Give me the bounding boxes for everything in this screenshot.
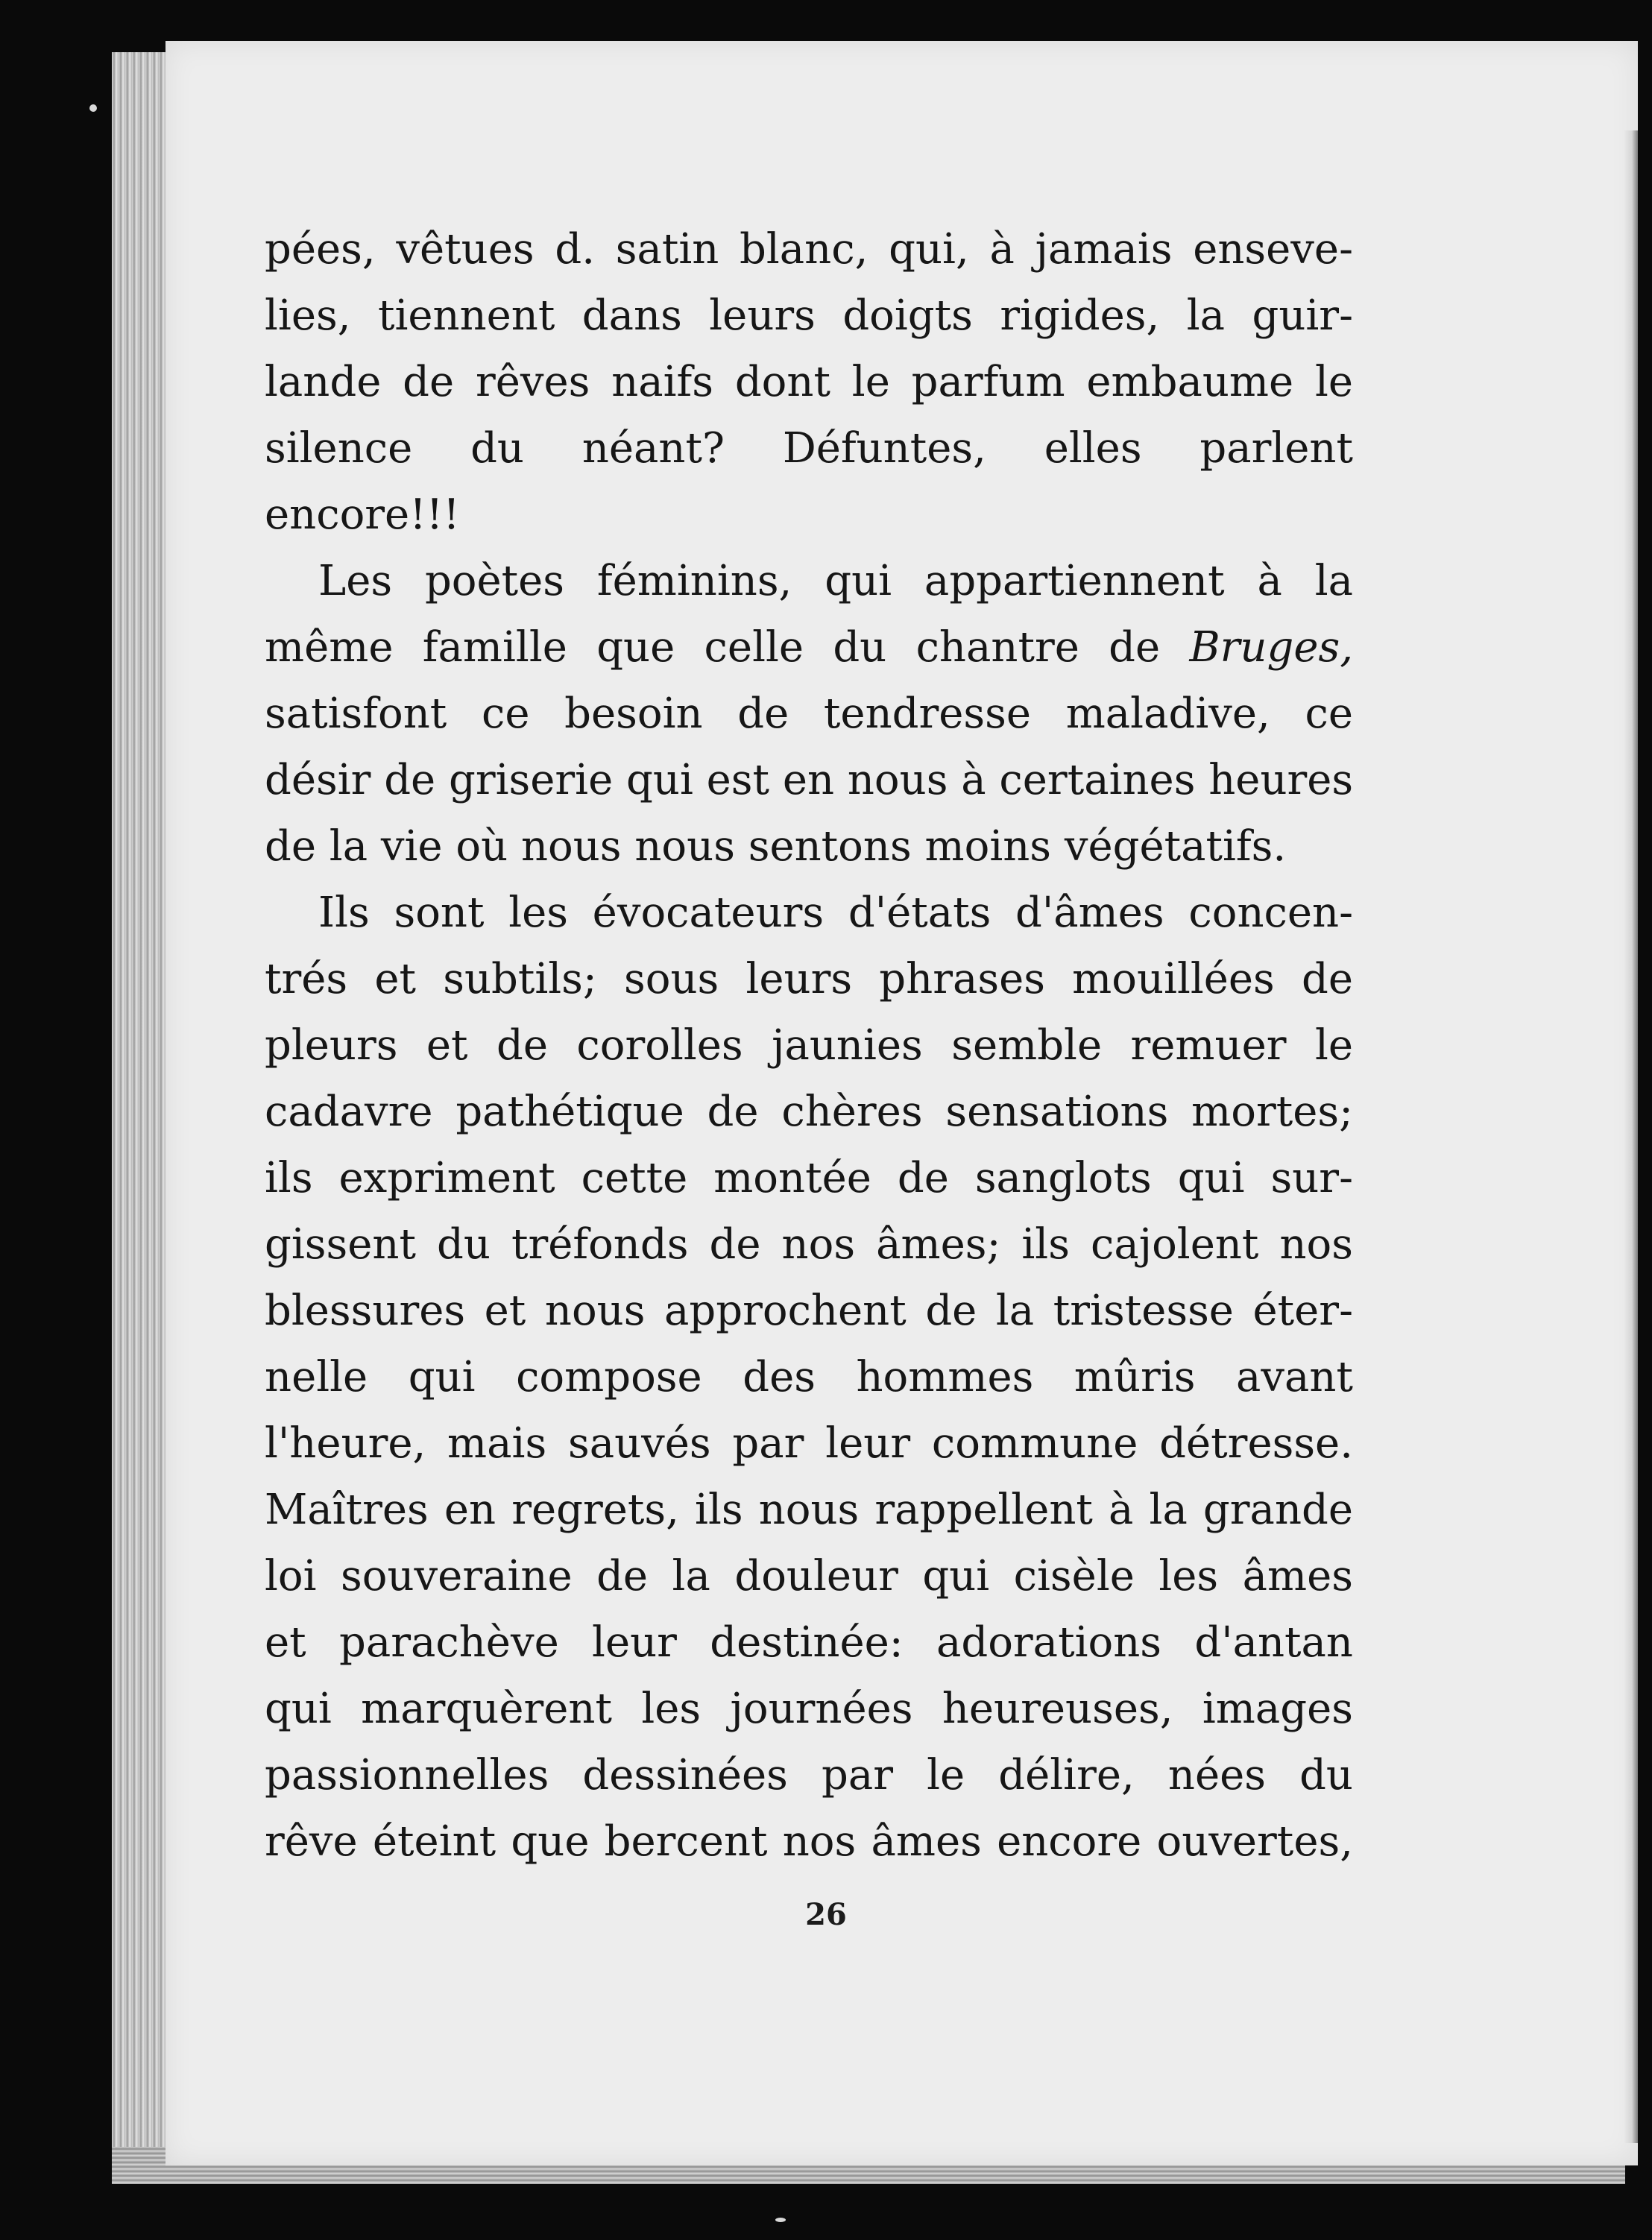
text-fragment: même famille que celle du chantre de [265,623,1190,672]
text-line: Les poètes féminins, qui appartiennent à la [318,557,1353,605]
text-line: passionnelles dessinées par le délire, nées du [265,1751,1353,1799]
text-line: pleurs et de corolles jaunies semble remuer le [265,1021,1353,1070]
text-line: blessures et nous approchent de la tristesse éter- [265,1287,1353,1335]
paragraph-2 [265,548,1353,880]
text-line: gissent du tréfonds de nos âmes; ils cajolent nos [265,1220,1353,1269]
text-line: de la vie où nous nous sentons moins végétatifs. [265,822,1287,871]
dust-speck [775,2218,786,2222]
text-line: Ils sont les évocateurs d'états d'âmes concen- [318,889,1353,937]
text-line: silence du néant? Défuntes, elles parlent [265,424,1353,473]
text-line: pées, vêtues d. satin blanc, qui, à jamais enseve- [265,225,1353,274]
dust-speck [89,104,97,112]
text-line: encore!!! [265,490,460,539]
text-line: Maîtres en regrets, ils nous rappellent à la grande [265,1486,1353,1534]
text-line: l'heure, mais sauvés par leur commune détresse. [265,1419,1353,1468]
text-line: cadavre pathétique de chères sensations mortes; [265,1088,1353,1136]
page-number: 26 [805,1897,847,1932]
paragraph-3 [265,880,1353,1875]
italic-place-name: Bruges, [1189,623,1353,672]
text-line: lande de rêves naifs dont le parfum embaume le [265,358,1353,406]
text-line: qui marquèrent les journées heureuses, images [265,1685,1353,1733]
text-line: désir de griserie qui est en nous à certaines heures [265,756,1354,804]
gutter-shadow [1623,130,1638,2143]
text-line: satisfont ce besoin de tendresse maladive, ce [265,690,1353,738]
text-line: nelle qui compose des hommes mûris avant [265,1353,1353,1401]
text-line: lies, tiennent dans leurs doigts rigides, la guir- [265,291,1353,340]
text-line: rêve éteint que bercent nos âmes encore ouvertes, [265,1817,1353,1866]
body-text [265,216,1353,1875]
text-line [265,614,1353,681]
text-line: et parachève leur destinée: adorations d'antan [265,1618,1353,1667]
paragraph-1 [265,216,1353,548]
text-line: trés et subtils; sous leurs phrases mouillées de [265,955,1353,1003]
text-line: loi souveraine de la douleur qui cisèle les âmes [265,1552,1353,1600]
page-stack-edge [112,52,171,2184]
text-line: ils expriment cette montée de sanglots qui sur- [265,1154,1353,1202]
